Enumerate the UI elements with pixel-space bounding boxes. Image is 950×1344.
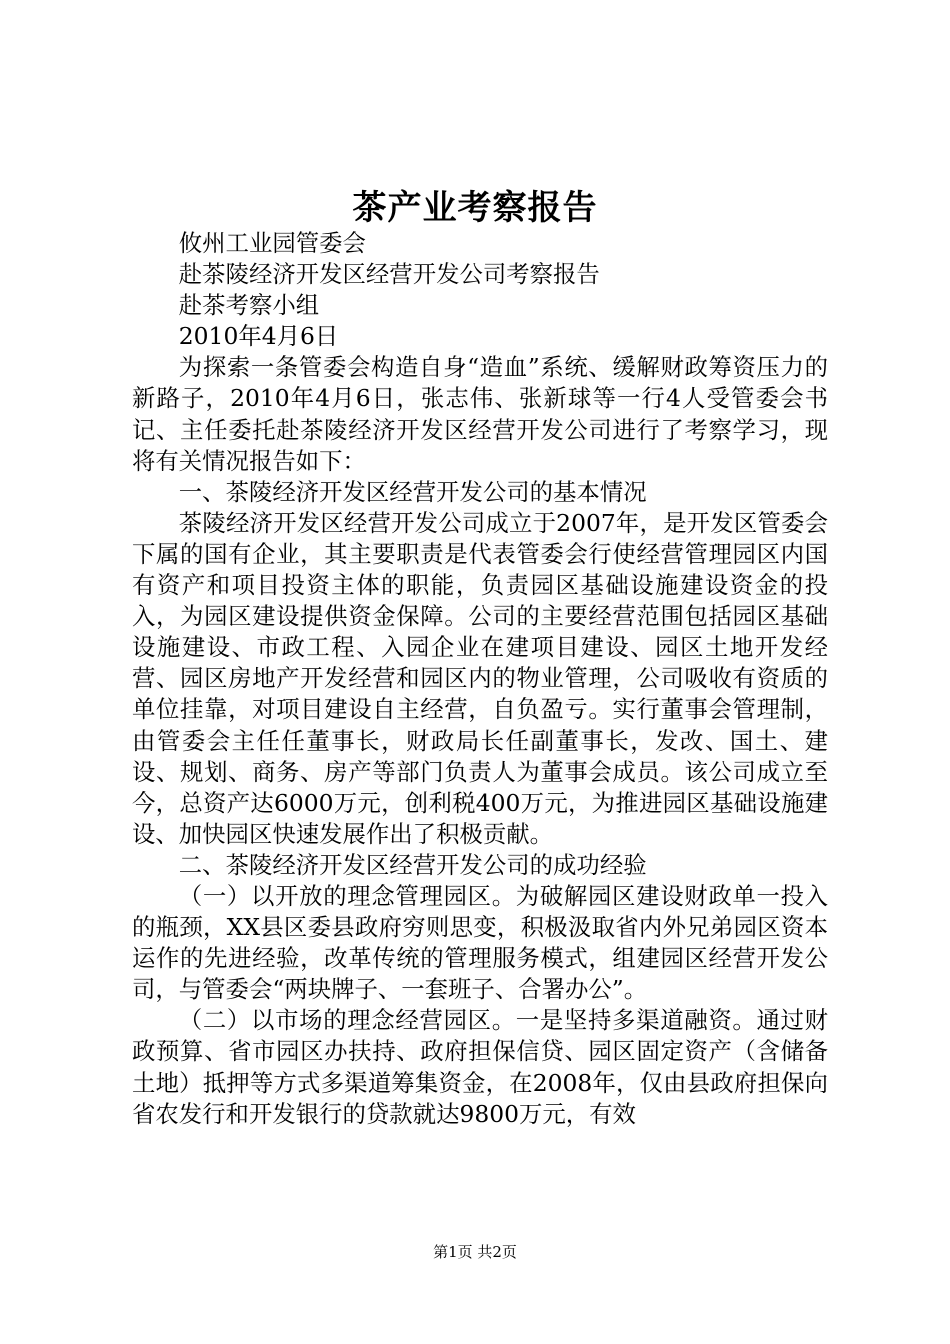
author-line: 赴茶考察小组 bbox=[178, 291, 320, 320]
org-line: 攸州工业园管委会 bbox=[178, 229, 366, 257]
document-title: 茶产业考察报告 bbox=[352, 188, 598, 228]
intro-paragraph: 为探索一条管委会构造自身“造血”系统、缓解财政筹资压力的新路子，2010年4月6日，张志伟、张新球等一行4人受管委会书记、主任委托赴茶陵经济开发区经营开发公司进行了考察学习，现将有关情况报告如下： bbox=[132, 353, 828, 475]
body-paragraph: 茶陵经济开发区经营开发公司成立于2007年，是开发区管委会下属的国有企业，其主要职责是代表管委会行使经营管理园区内国有资产和项目投资主体的职能，负责园区基础设施建设资金的投入，为园区建设提供资金保障。公司的主要经营范围包括园区基础设施建设、市政工程、入园企业在建项目建设、园区土地开发经营、园区房地产开发经营和园区内的物业管理，公司吸收有资质的单位挂靠，对项目建设自主经营，自负盈亏。实行董事会管理制，由管委会主任任董事长，财政局长任副董事长，发改、国土、建设、规划、商务、房产等部门负责人为董事会成员。该公司成立至今，总资产达6000万元，创利税400万元，为推进园区基础设施建设、加快园区快速发展作出了积极贡献。 bbox=[132, 508, 828, 848]
section-heading-1: 一、茶陵经济开发区经营开发公司的基本情况 bbox=[178, 477, 647, 506]
report-subtitle: 赴茶陵经济开发区经营开发公司考察报告 bbox=[178, 260, 600, 289]
date-line: 2010年4月6日 bbox=[178, 322, 339, 351]
body-paragraph: （二）以市场的理念经营园区。一是坚持多渠道融资。通过财政预算、省市园区办扶持、政府担保信贷、园区固定资产（含储备土地）抵押等方式多渠道筹集资金，在2008年，仅由县政府担保向省农发行和开发银行的贷款就达9800万元，有效 bbox=[132, 1006, 828, 1128]
section-heading-2: 二、茶陵经济开发区经营开发公司的成功经验 bbox=[178, 850, 647, 879]
document-body bbox=[132, 228, 828, 1130]
body-paragraph: （一）以开放的理念管理园区。为破解园区建设财政单一投入的瓶颈，XX县区委县政府穷则思变，积极汲取省内外兄弟园区资本运作的先进经验，改革传统的管理服务模式，组建园区经营开发公司，与管委会“两块牌子、一套班子、合署办公”。 bbox=[132, 881, 828, 1004]
page-footer: 第1页 共2页 bbox=[433, 1243, 517, 1261]
